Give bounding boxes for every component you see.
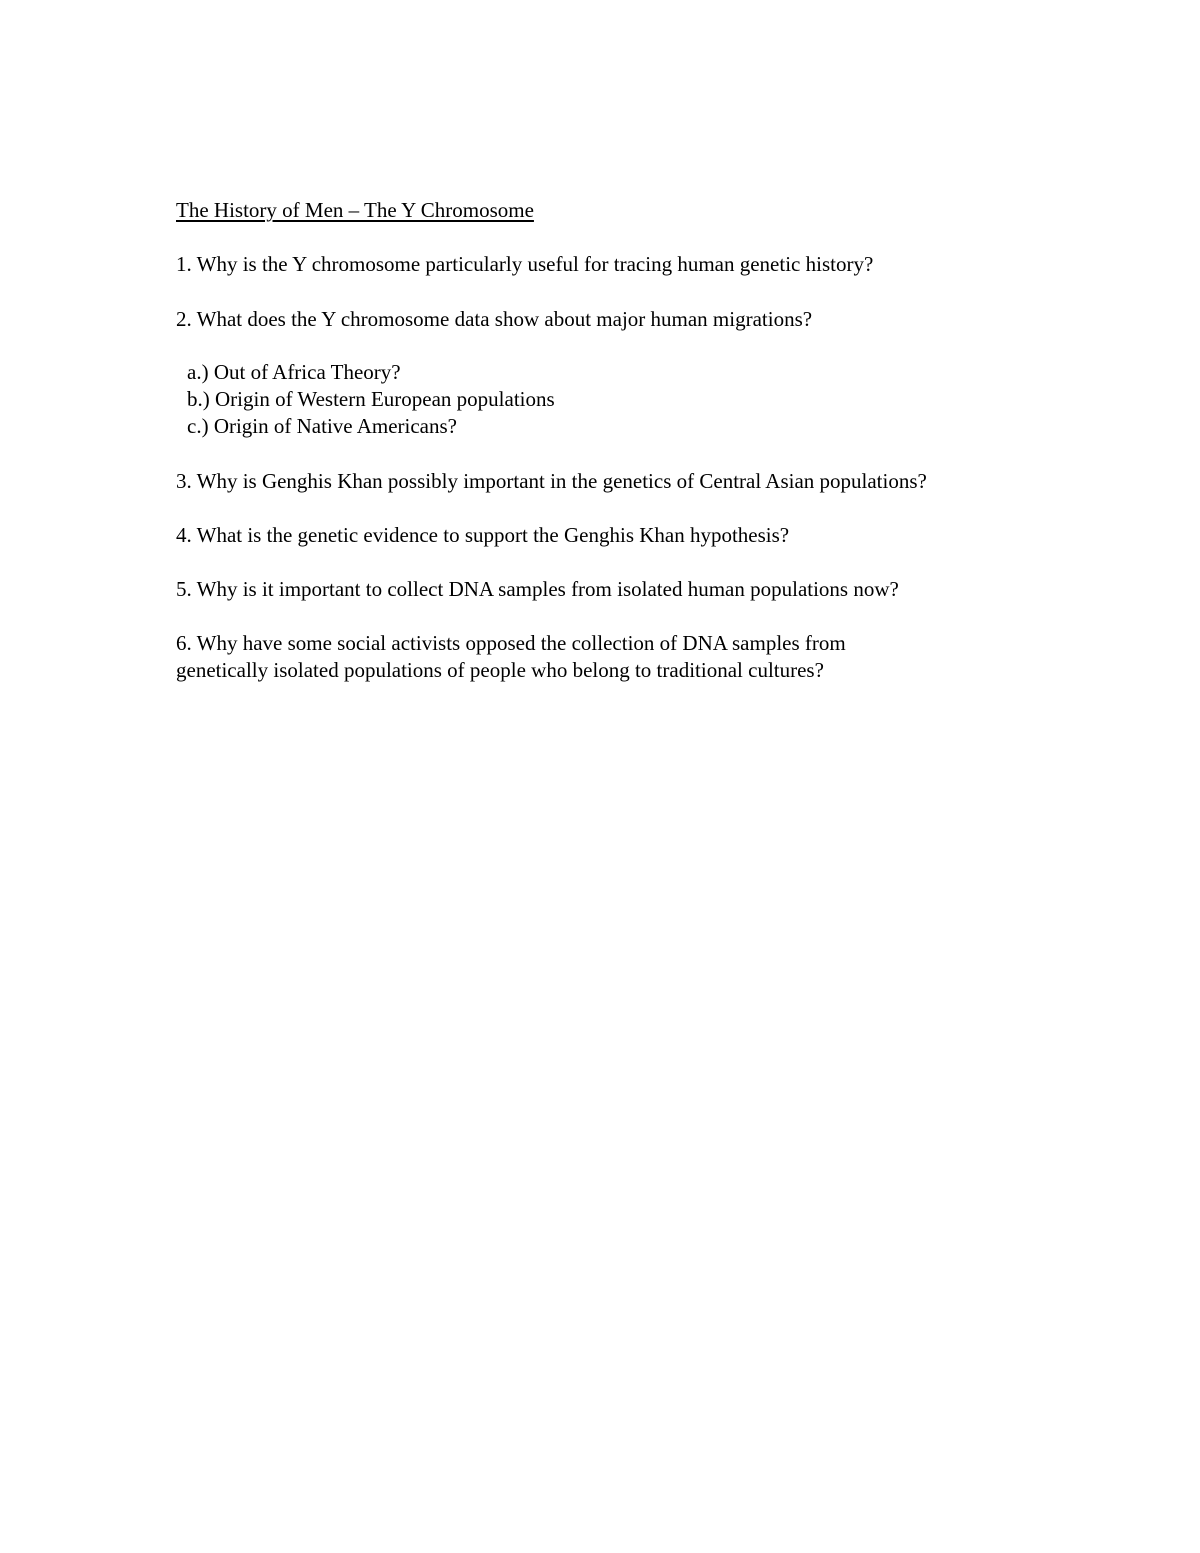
question-3: 3. Why is Genghis Khan possibly important in the genetics of Central Asian populations? [176, 469, 927, 493]
question-2b: b.) Origin of Western European populations [187, 387, 555, 411]
question-6-line-2: genetically isolated populations of people who belong to traditional cultures? [176, 658, 824, 682]
question-4: 4. What is the genetic evidence to support the Genghis Khan hypothesis? [176, 523, 790, 547]
question-6-line-1: 6. Why have some social activists opposed the collection of DNA samples from [176, 631, 846, 655]
question-5: 5. Why is it important to collect DNA samples from isolated human populations now? [176, 577, 899, 601]
question-2a: a.) Out of Africa Theory? [187, 360, 401, 384]
question-1: 1. Why is the Y chromosome particularly useful for tracing human genetic history? [176, 252, 874, 276]
document-title: The History of Men – The Y Chromosome [176, 198, 534, 222]
question-2c: c.) Origin of Native Americans? [187, 414, 457, 438]
question-2: 2. What does the Y chromosome data show about major human migrations? [176, 307, 813, 331]
